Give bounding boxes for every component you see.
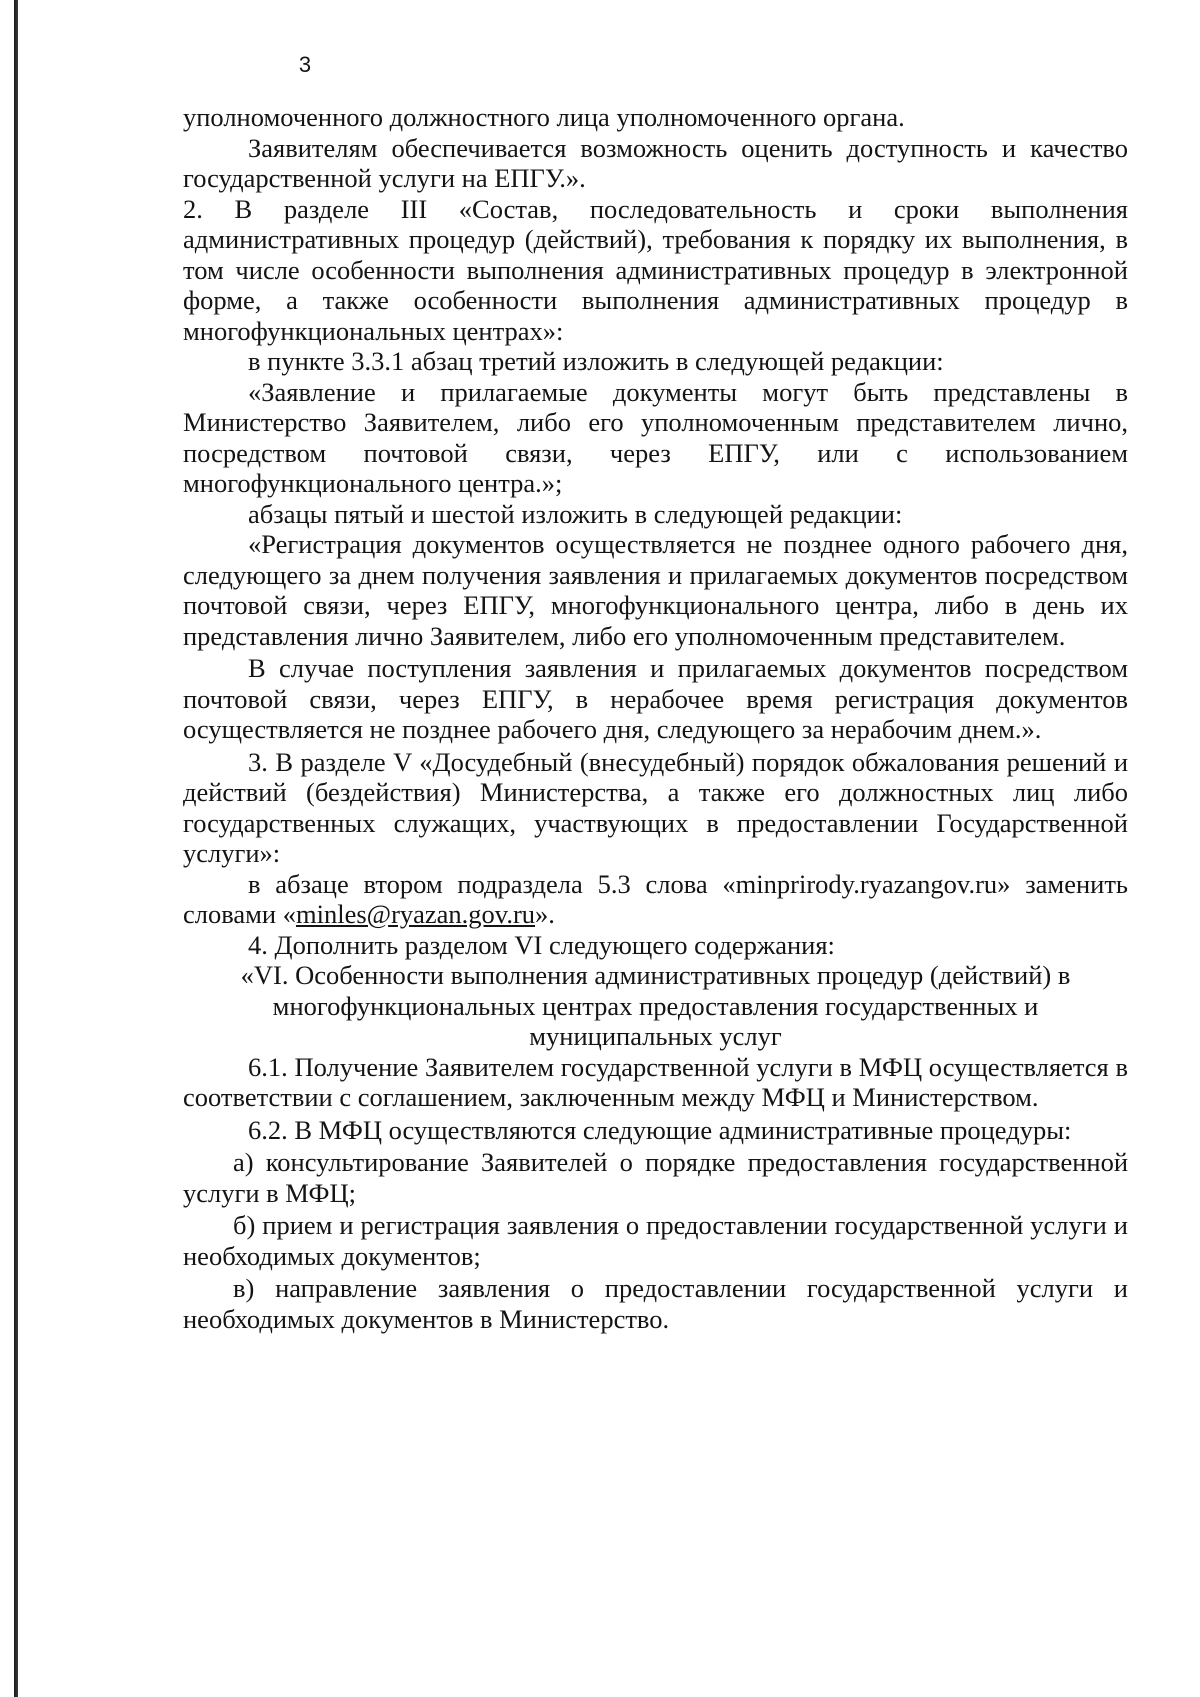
scan-edge-shadow: [14, 0, 18, 1697]
email-link[interactable]: minles@ryazan.gov.ru: [296, 899, 536, 929]
subsection-text: в абзаце втором подраздела 5.3 слова «minprirody.ryazangov.ru» заменить словами «: [183, 868, 1128, 929]
document-body: [183, 102, 1128, 1334]
paragraph-add-section-6: 4. Дополнить разделом VI следующего содержания:: [248, 929, 835, 960]
paragraph-application-submission: «Заявление и прилагаемые документы могут быть представлены в Министерство Заявителем, либо его уполномоченным представителем лично, посредством почтовой связи, через ЕПГУ, или с использованием многофункционального центра.»;: [183, 376, 1128, 498]
paragraph-item-c: в) направление заявления о предоставлении государственной услуги и необходимых документов в Министерство.: [183, 1273, 1128, 1334]
paragraph-section-5: 3. В разделе V «Досудебный (внесудебный) порядок обжалования решений и действий (бездействия) Министерства, а также его должностных лиц либо государственных служащих, участвующих в предоставлении Государственной услуги»:: [183, 746, 1128, 868]
paragraph-item-b: б) прием и регистрация заявления о предоставлении государственной услуги и необходимых документов;: [183, 1210, 1128, 1271]
paragraph-item-a: а) консультирование Заявителей о порядке предоставления государственной услуги в МФЦ;: [183, 1147, 1128, 1208]
paragraph-section-3: 2. В разделе III «Состав, последовательность и сроки выполнения административных процедур (действий), требования к порядку их выполнения, в том числе особенности выполнения административных процедур в электронной форме, а также особенности выполнения административных процедур в многофункциональных центрах»:: [183, 193, 1128, 346]
subsection-close: ».: [535, 899, 555, 929]
section-6-heading: «VI. Особенности выполнения административных процедур (действий) в многофункциональных центрах предоставления государственных и муниципальных услуг: [240, 960, 1071, 1051]
paragraph-subsection-5-3: [183, 869, 1128, 930]
page-number: 3: [298, 52, 312, 77]
paragraph-registration: «Регистрация документов осуществляется не позднее одного рабочего дня, следующего за днем получения заявления и прилагаемых документов посредством почтовой связи, через ЕПГУ, многофункционального центра, либо в день их представления лично Заявителем, либо его уполномоченным представителем.: [183, 529, 1128, 651]
paragraph-6-1: 6.1. Получение Заявителем государственной услуги в МФЦ осуществляется в соответствии с соглашением, заключенным между МФЦ и Министерством.: [183, 1051, 1128, 1112]
paragraph-6-2: 6.2. В МФЦ осуществляются следующие административные процедуры:: [248, 1114, 1072, 1145]
paragraph-continuation: уполномоченного должностного лица уполномоченного органа.: [183, 102, 905, 132]
paragraph-evaluation: Заявителям обеспечивается возможность оценить доступность и качество государственной услуги на ЕПГУ.».: [183, 132, 1128, 193]
paragraph-point-3-3-1: в пункте 3.3.1 абзац третий изложить в следующей редакции:: [248, 346, 944, 376]
paragraph-nonworking-time: В случае поступления заявления и прилагаемых документов посредством почтовой связи, через ЕПГУ, в нерабочее время регистрация документов осуществляется не позднее рабочего дня, следующего за нерабочим днем.».: [183, 653, 1128, 744]
paragraph-fifth-sixth: абзацы пятый и шестой изложить в следующей редакции:: [248, 498, 903, 529]
